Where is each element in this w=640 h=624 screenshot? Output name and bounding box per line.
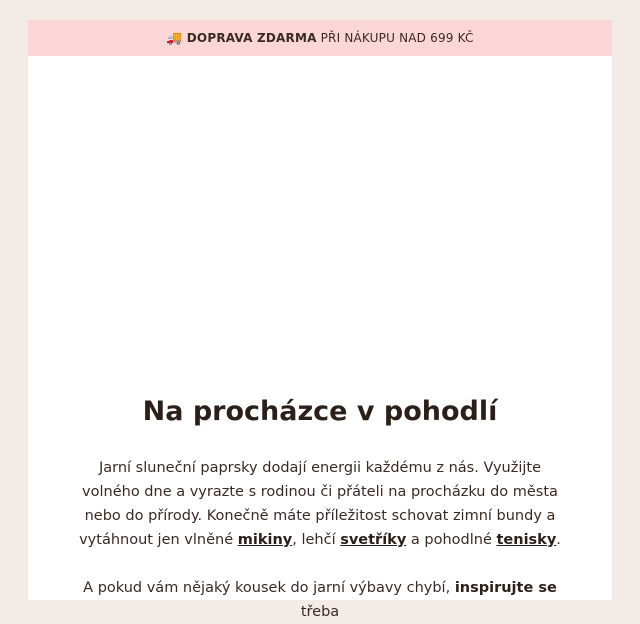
link-tenisky[interactable]: tenisky	[496, 532, 557, 548]
paragraph-text: , lehčí	[292, 532, 341, 548]
paragraph-text: Jarní sluneční paprsky dodají energii každému z nás. Využijte volného dne a vyrazte s rodinou či přáteli na procházku do města nebo do přírody. Konečně máte příležitost schovat zimní bundy a vytáhnout jen vlněné	[79, 460, 558, 548]
link-mikiny[interactable]: mikiny	[237, 532, 293, 548]
paragraph-text: třeba	[300, 604, 340, 620]
paragraph-text: .	[556, 532, 561, 548]
free-shipping-banner	[28, 20, 612, 56]
article-paragraph-1	[68, 456, 572, 552]
paragraph-text: A pokud vám nějaký kousek do jarní výbavy chybí,	[83, 580, 455, 596]
article-paragraph-2	[68, 576, 572, 624]
truck-icon: 🚚	[166, 30, 183, 46]
link-svetriky[interactable]: svetříky	[340, 532, 407, 548]
banner-text: PŘI NÁKUPU NAD 699 KČ	[320, 31, 474, 45]
paragraph-text: a pohodlné	[406, 532, 497, 548]
article-title: Na procházce v pohodlí	[142, 396, 498, 427]
email-body	[28, 20, 612, 620]
banner-bold: DOPRAVA ZDARMA	[186, 31, 317, 45]
inspiration-bold: inspirujte se	[454, 580, 557, 596]
hero-image-area	[28, 56, 612, 386]
